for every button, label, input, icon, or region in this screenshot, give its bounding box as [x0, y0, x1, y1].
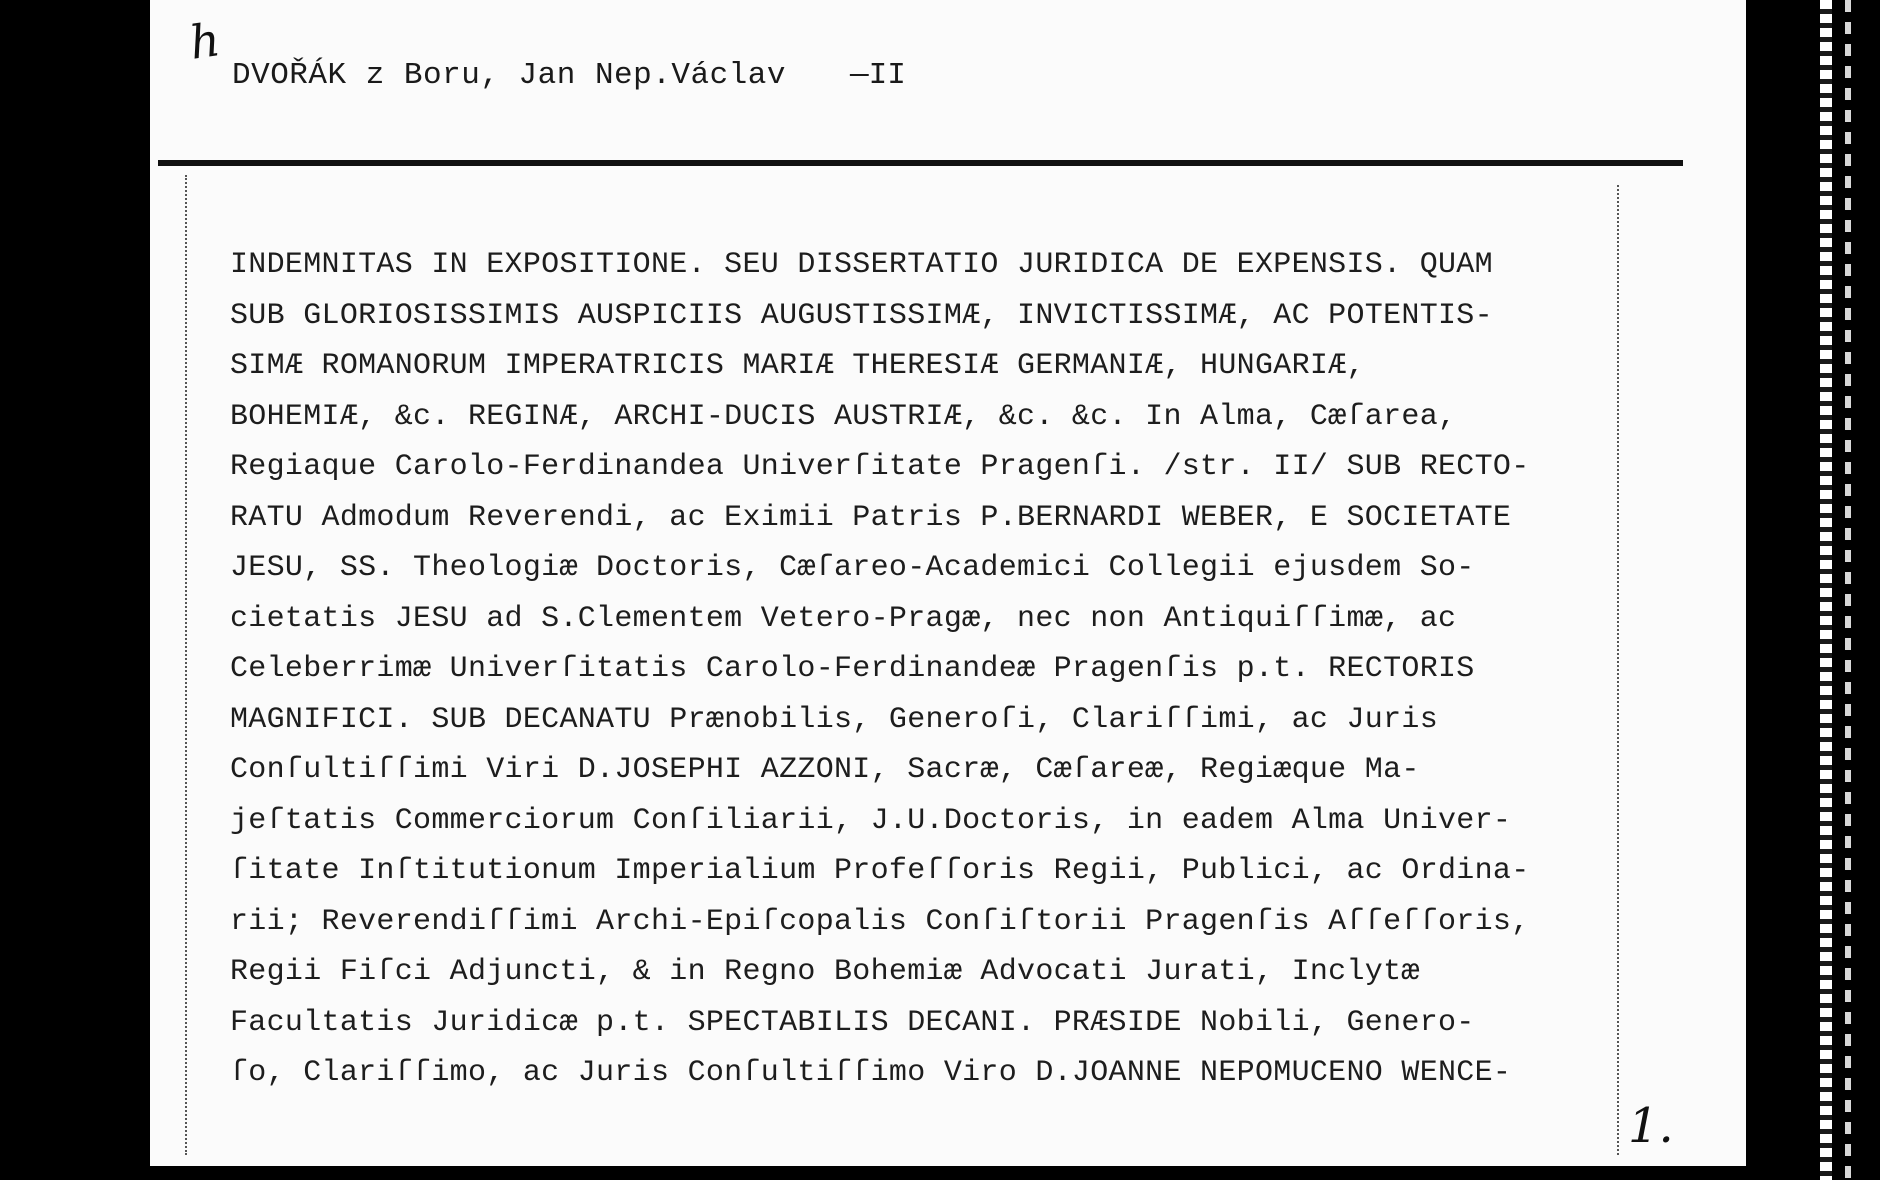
left-margin-dotted-line — [185, 175, 187, 1155]
page-number: 1. — [1628, 1098, 1674, 1154]
text-line-14: rii; Reverendiſſimi Archi-Epiſcopalis Conſiſtorii Pragenſis Aſſeſſoris, — [230, 904, 1530, 939]
text-line-1: INDEMNITAS IN EXPOSITIONE. SEU DISSERTATIO JURIDICA DE EXPENSIS. QUAM — [230, 248, 1493, 282]
film-edge-strip — [1820, 0, 1832, 1180]
text-line-10: MAGNIFICI. SUB DECANATU Prænobilis, Generoſi, Clariſſimi, ac Juris — [230, 702, 1438, 737]
text-line-9: Celeberrimæ Univerſitatis Carolo-Ferdinandeæ Pragenſis p.t. RECTORIS — [230, 652, 1475, 686]
text-line-17: ſo, Clariſſimo, ac Juris Conſultiſſimo Viro D.JOANNE NEPOMUCENO WENCE- — [230, 1056, 1512, 1090]
text-line-15: Regii Fiſci Adjuncti, & in Regno Bohemiæ Advocati Jurati, Inclytæ — [230, 955, 1420, 989]
header-divider — [158, 160, 1683, 166]
text-line-5: Regiaque Carolo-Ferdinandea Univerſitate Pragenſi. /str. II/ SUB RECTO- — [230, 450, 1530, 484]
card-heading: DVOŘÁK z Boru, Jan Nep.Václav — [232, 58, 786, 93]
text-line-11: Conſultiſſimi Viri D.JOSEPHI AZZONI, Sacræ, Cæſareæ, Regiæque Ma- — [230, 753, 1420, 787]
film-edge-strip-inner — [1845, 0, 1851, 1180]
text-line-8: cietatis JESU ad S.Clementem Vetero-Pragæ, nec non Antiquiſſimæ, ac — [230, 601, 1457, 636]
text-line-6: RATU Admodum Reverendi, ac Eximii Patris P.BERNARDI WEBER, E SOCIETATE — [230, 500, 1512, 535]
text-line-12: jeſtatis Commerciorum Conſiliarii, J.U.Doctoris, in eadem Alma Univer- — [230, 803, 1512, 838]
text-line-16: Facultatis Juridicæ p.t. SPECTABILIS DECANI. PRÆSIDE Nobili, Genero- — [230, 1005, 1475, 1040]
title-transcription — [230, 240, 1650, 1099]
text-line-4: BOHEMIÆ, &c. REGINÆ, ARCHI-DUCIS AUSTRIÆ, &c. &c. In Alma, Cæſarea, — [230, 399, 1457, 434]
volume-mark: —II — [850, 58, 906, 93]
corner-handwritten-mark: h — [186, 12, 224, 70]
text-line-13: ſitate Inſtitutionum Imperialium Profeſſoris Regii, Publici, ac Ordina- — [230, 854, 1530, 888]
text-line-7: JESU, SS. Theologiæ Doctoris, Cæſareo-Academici Collegii ejusdem So- — [230, 551, 1475, 585]
text-line-2: SUB GLORIOSISSIMIS AUSPICIIS AUGUSTISSIMÆ, INVICTISSIMÆ, AC POTENTIS- — [230, 298, 1493, 333]
text-line-3: SIMÆ ROMANORUM IMPERATRICIS MARIÆ THERESIÆ GERMANIÆ, HUNGARIÆ, — [230, 349, 1365, 383]
